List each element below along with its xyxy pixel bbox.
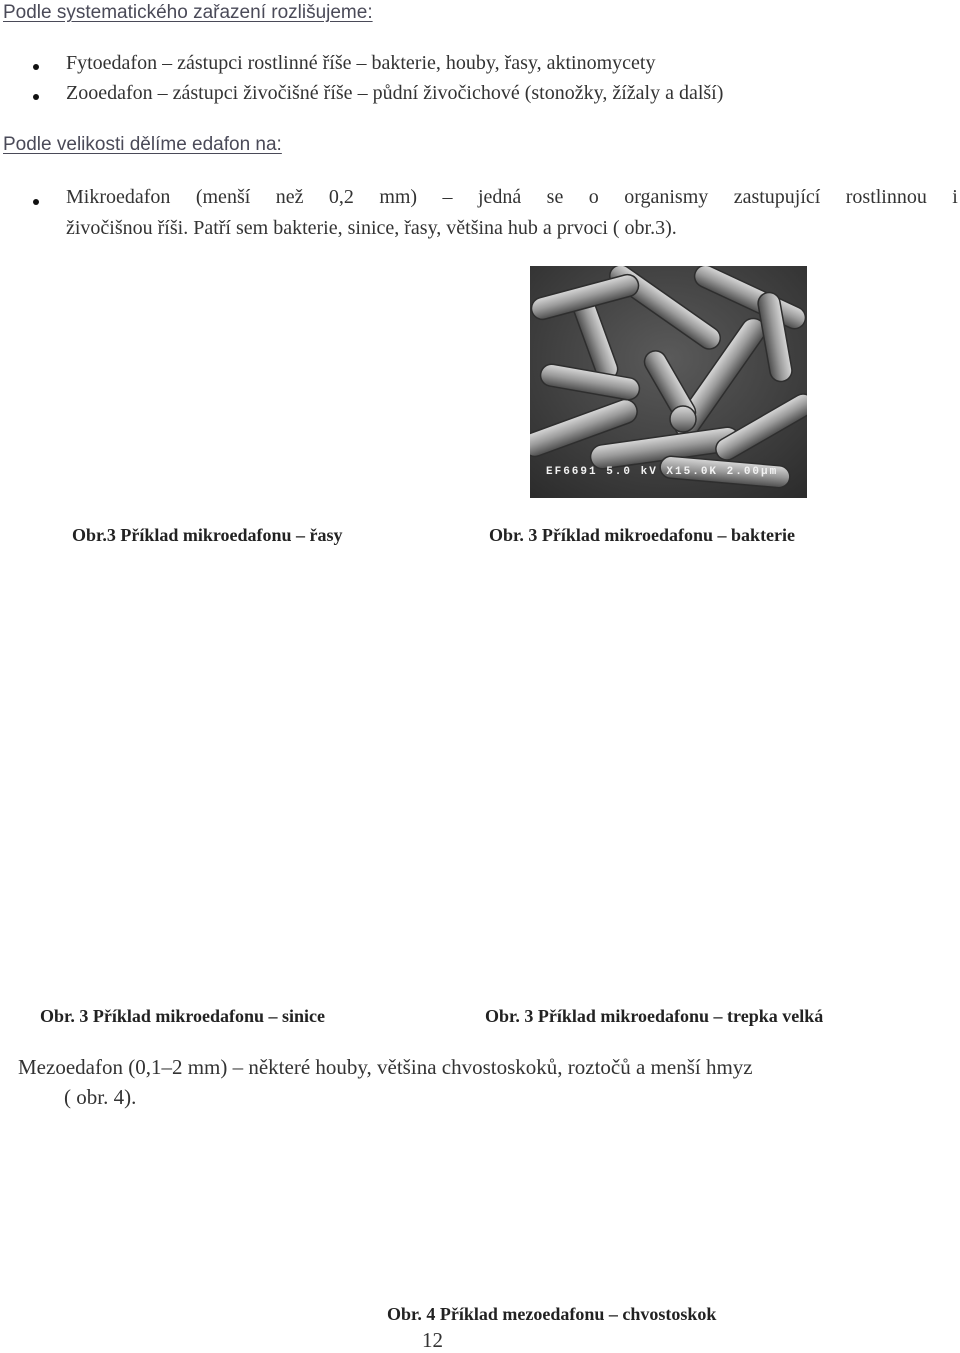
word: 0,2 — [328, 186, 354, 208]
word: rostlinnou — [845, 186, 927, 208]
section-heading-size: Podle velikosti dělíme edafon na: — [3, 134, 282, 155]
list-item-mikroedafon-line2: živočišnou říši. Patří sem bakterie, sinice, řasy, většina hub a prvoci ( obr.3). — [66, 217, 677, 239]
word: než — [275, 186, 304, 208]
caption-bacteria: Obr. 3 Příklad mikroedafonu – bakterie — [489, 525, 796, 545]
caption-paramecium: Obr. 3 Příklad mikroedafonu – trepka velká — [485, 1006, 824, 1026]
word: Mikroedafon — [66, 186, 171, 208]
bullet-dot — [33, 94, 39, 100]
word: (menší — [195, 186, 251, 208]
bacteria-micrograph — [530, 266, 807, 498]
section-heading-systematic: Podle systematického zařazení rozlišujeme: — [3, 2, 373, 23]
list-item-fytoedafon: Fytoedafon – zástupci rostlinné říše – bakterie, houby, řasy, aktinomycety — [66, 52, 656, 74]
page-number: 12 — [422, 1328, 443, 1352]
word: – — [442, 186, 453, 208]
word: o — [588, 186, 599, 208]
word: organismy — [624, 186, 709, 208]
mezoedafon-line1: Mezoedafon (0,1–2 mm) – některé houby, většina chvostoskoků, roztočů a menší hmyz — [18, 1055, 753, 1079]
list-item-mikroedafon-line1 — [66, 186, 958, 209]
caption-cyanobacteria: Obr. 3 Příklad mikroedafonu – sinice — [40, 1006, 326, 1026]
bacteria-rods-illustration — [530, 266, 807, 498]
mezoedafon-line2: ( obr. 4). — [64, 1085, 137, 1109]
bullet-dot — [33, 199, 39, 205]
word: mm) — [379, 186, 418, 208]
caption-springtail: Obr. 4 Příklad mezoedafonu – chvostoskok — [387, 1304, 717, 1324]
bullet-dot — [33, 64, 39, 70]
list-item-zooedafon: Zooedafon – zástupci živočišné říše – půdní živočichové (stonožky, žížaly a další) — [66, 82, 724, 104]
word: zastupující — [733, 186, 821, 208]
word: i — [952, 186, 958, 208]
caption-algae: Obr.3 Příklad mikroedafonu – řasy — [72, 525, 343, 545]
word: jedná — [477, 186, 522, 208]
micrograph-scale-label: EF6691 5.0 kV X15.0K 2.00µm — [546, 466, 779, 478]
word: se — [546, 186, 564, 208]
